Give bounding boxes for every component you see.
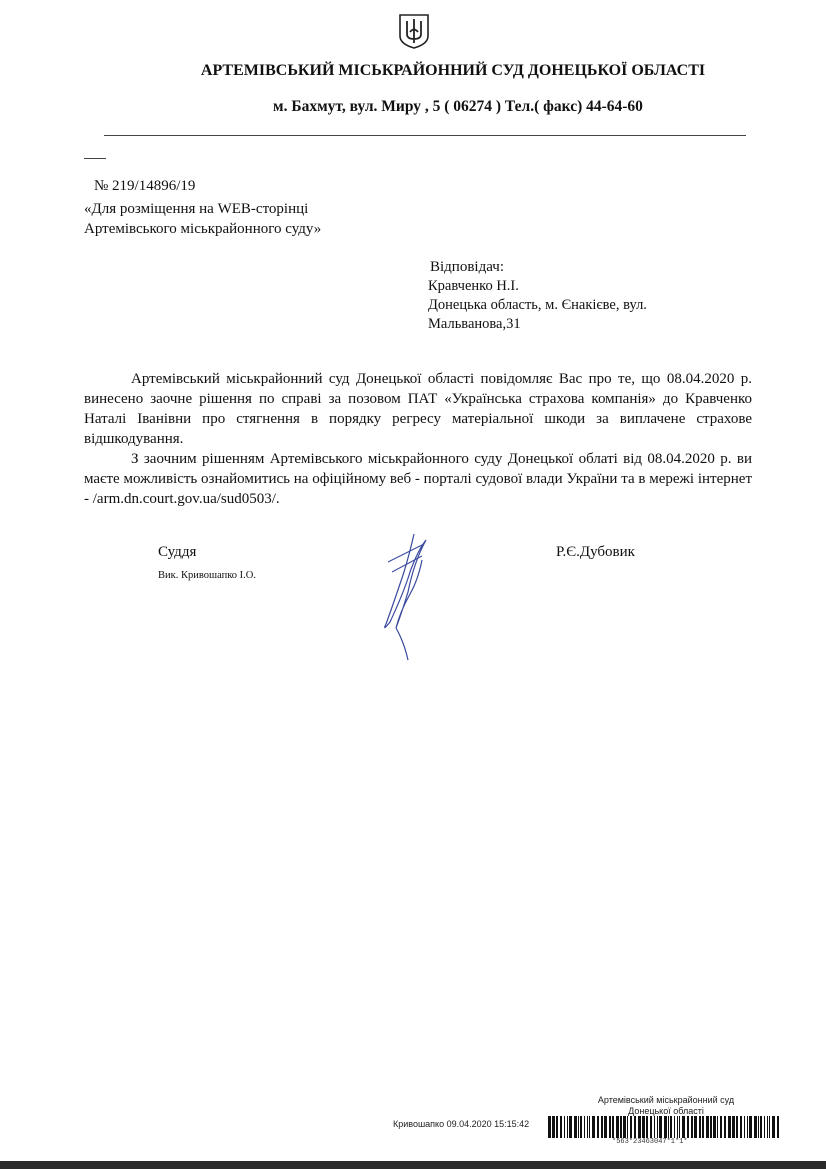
stamp-org-line-1: Артемівський міськрайонний суд bbox=[597, 1095, 735, 1105]
addressee-address-line-2: Мальванова,31 bbox=[428, 316, 521, 332]
short-divider bbox=[84, 158, 106, 159]
stamp-user-timestamp: Кривошапко 09.04.2020 15:15:42 bbox=[393, 1119, 530, 1129]
executor-name: Вик. Кривошапко І.О. bbox=[158, 570, 256, 581]
notice-paragraph-1: Артемівський міськрайонний суд Донецької області повідомляє Вас про те, що 08.04.2020 р. винесено заочне рішення по справі за позовом ПАТ «Українська страхова компанія» до Кравченко Наталі Іванівни про стягнення в порядку регресу матеріальної шкоди за виплачене страхове відшкодування. bbox=[84, 371, 752, 447]
addressee-block bbox=[428, 258, 708, 334]
notice-paragraph-2: З заочним рішенням Артемівського міськрайонного суду Донецької облаті від 08.04.2020 р. ви маєте можливість ознайомитись на офіційному веб - порталі судової влади України та в мережі інтернет - /arm.dn.court.gov.ua/sud0503/. bbox=[84, 451, 752, 507]
addressee-role: Відповідач: bbox=[430, 259, 504, 275]
trident-emblem-icon bbox=[396, 12, 432, 50]
case-number: № 219/14896/19 bbox=[94, 178, 196, 194]
placement-line-2: Артемівського міськрайонного суду» bbox=[84, 221, 322, 237]
placement-line-1: «Для розміщення на WEB-сторінці bbox=[84, 201, 309, 217]
barcode-icon bbox=[548, 1116, 783, 1138]
judge-name: Р.Є.Дубовик bbox=[556, 544, 635, 560]
judge-label: Суддя bbox=[158, 544, 197, 560]
placement-note bbox=[84, 199, 384, 239]
addressee-name: Кравченко Н.І. bbox=[428, 278, 519, 294]
notice-body bbox=[84, 369, 752, 509]
stamp-org-line-2: Донецької області bbox=[628, 1106, 704, 1116]
stamp-organization bbox=[586, 1095, 746, 1117]
court-address: м. Бахмут, вул. Миру , 5 ( 06274 ) Тел.( факс) 44-64-60 bbox=[273, 98, 643, 115]
court-title: АРТЕМІВСЬКИЙ МІСЬКРАЙОННИЙ СУД ДОНЕЦЬКОЇ ОБЛАСТІ bbox=[200, 62, 706, 79]
header-divider bbox=[104, 135, 746, 136]
addressee-address-line-1: Донецька область, м. Єнакієве, вул. bbox=[428, 297, 647, 313]
barcode-text: *563*23463047*1*1* bbox=[612, 1138, 688, 1146]
handwritten-signature-icon bbox=[374, 532, 434, 662]
scan-edge bbox=[0, 1161, 826, 1169]
